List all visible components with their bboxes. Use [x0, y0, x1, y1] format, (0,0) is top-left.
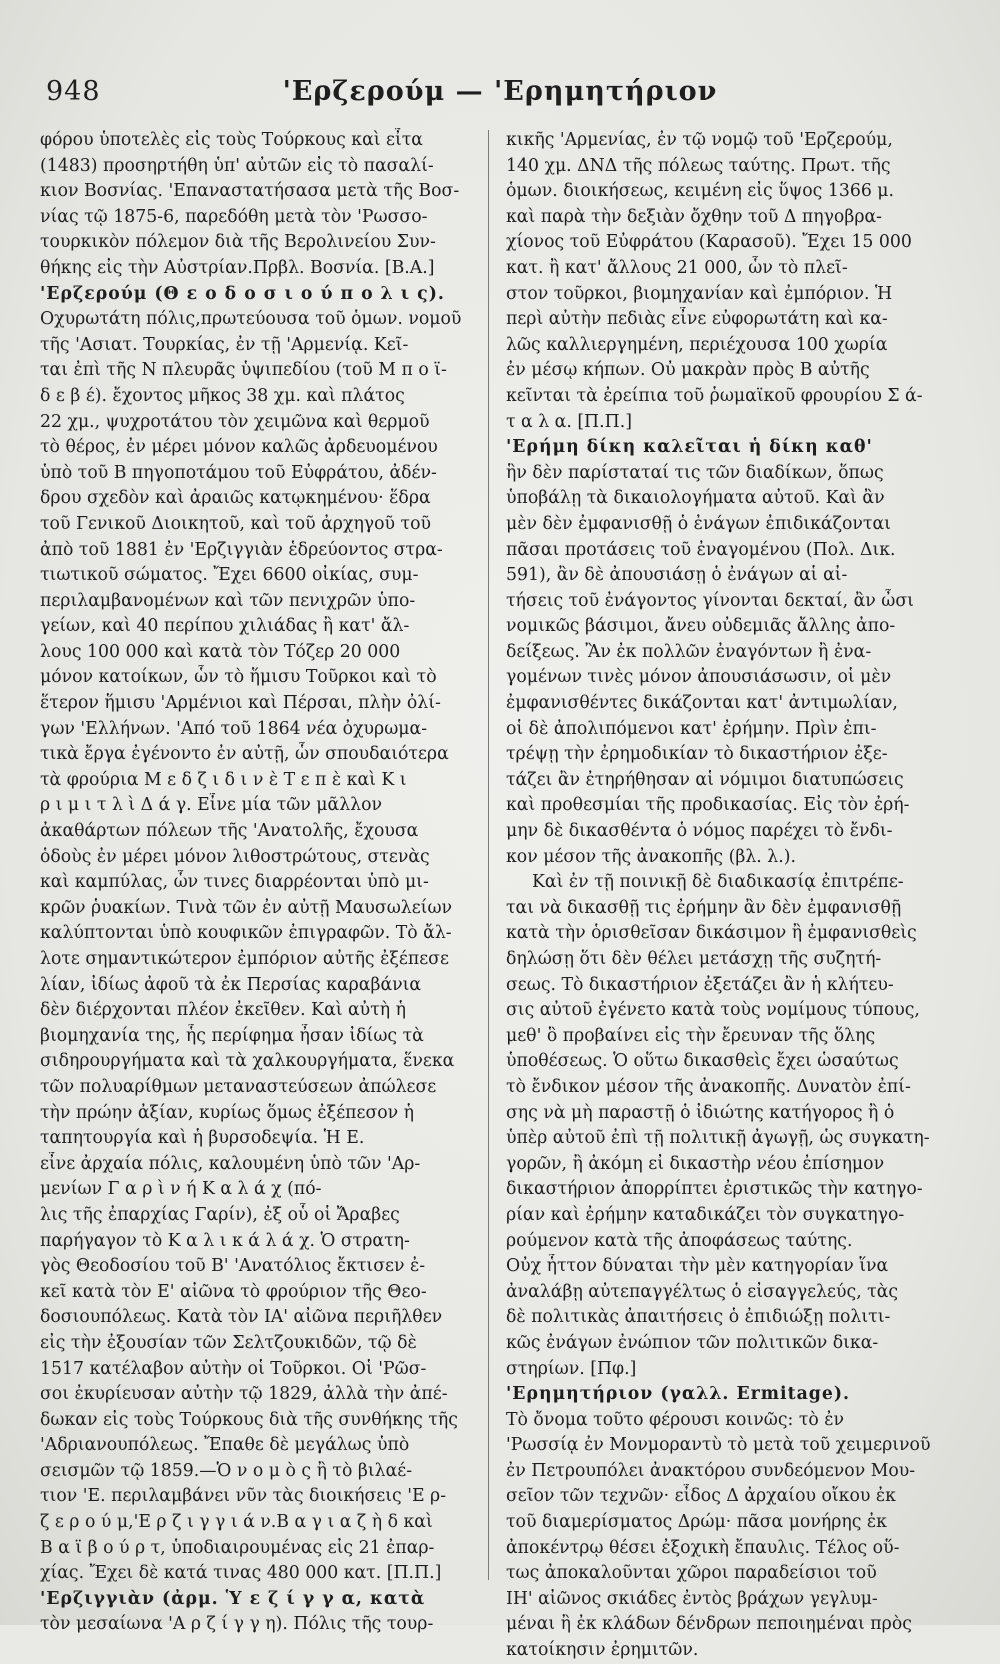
text-line: ἐμφανισθέντες δικάζονται κατ' ἀντιμωλίαν,: [506, 693, 898, 714]
text-line: θήκης εἰς τὴν Αὐστρίαν.Πρβλ. Βοσνία. [Β.Α.]: [40, 257, 435, 278]
page-header: [0, 72, 1000, 112]
text-line: ἐν Πετρουπόλει ἀνακτόρου συνδεόμενον Μου-: [506, 1460, 916, 1481]
text-line: 22 χμ., ψυχροτάτου τὸν χειμῶνα καὶ θερμοῦ: [40, 411, 430, 432]
text-line: 'Ερήμη δίκη καλεῖται ἡ δίκη καθ': [506, 437, 873, 458]
text-line: πᾶσαι προτάσεις τοῦ ἐναγομένου (Πολ. Δικ.: [506, 539, 896, 560]
text-line: τήσεις τοῦ ἐνάγοντος γίνονται δεκταί, ἂν ὦσι: [506, 590, 914, 611]
text-line: τὸ ἔνδικον μέσον τῆς ἀνακοπῆς. Δυνατὸν ἐπί-: [506, 1076, 911, 1097]
text-line: 'Ερζερούμ (Θ ε ο δ ο σ ι ο ύ π ο λ ι ς).: [40, 283, 445, 304]
text-line: δὲν διέρχονται πλέον ἐκεῖθεν. Καὶ αὐτὴ ἡ: [40, 1000, 406, 1021]
column-divider: [488, 130, 489, 1580]
text-line: κεῖνται τὰ ἐρείπια τοῦ ῥωμαϊκοῦ φρουρίου Σ ά-: [506, 385, 923, 406]
text-line: στον τοῦρκοι, βιομηχανίαν καὶ ἐμπόριον. Ἡ: [506, 283, 893, 304]
text-line: ΙΗ' αἰῶνος σκιάδες ἐντὸς βράχων γεγλυμ-: [506, 1588, 878, 1609]
text-line: σης νὰ μὴ παραστῇ ὁ ἰδιώτης κατήγορος ἢ ὁ: [506, 1102, 895, 1123]
text-line: ἀπὸ τοῦ 1881 ἐν 'Ερζιγγιὰν ἑδρεύοντος στρα-: [40, 539, 443, 560]
text-line: βιομηχανία της, ἧς περίφημα ἦσαν ἰδίως τὰ: [40, 1025, 424, 1046]
text-line: ὑποβάλῃ τὰ δικαιολογήματα αὐτοῦ. Καὶ ἂν: [506, 488, 885, 509]
text-line: οἱ δὲ ἀπολιπόμενοι κατ' ἐρήμην. Πρὶν ἐπι-: [506, 718, 877, 739]
text-line: ρίαν καὶ ἐρήμην καταδικάζει τὸν συγκατηγο-: [506, 1204, 905, 1225]
text-line: 'Ρωσσίᾳ ἐν Μονμοραντὺ τὸ μετὰ τοῦ χειμερινοῦ: [506, 1435, 931, 1456]
text-line: ἐν μέσῳ κήπων. Οὐ μακρὰν πρὸς Β αὐτῆς: [506, 360, 870, 381]
text-line: γείων, καὶ 40 περίπου χιλιάδας ἢ κατ' ἄλ-: [40, 616, 410, 637]
text-line: κον μέσον τῆς ἀνακοπῆς (βλ. λ.).: [506, 846, 796, 867]
text-line: μὲν δὲν ἐμφανισθῇ ὁ ἐνάγων ἐπιδικάζονται: [506, 513, 891, 534]
text-line: δὲ πολιτικὰς ἀπαιτήσεις ὁ ἐπιδιώξῃ πολιτι-: [506, 1307, 891, 1328]
text-line: τὸν μεσαίωνα 'Α ρ ζ ί γ γ η). Πόλις τῆς τουρ-: [40, 1614, 434, 1635]
text-line: ὑπὲρ αὐτοῦ ἐπὶ τῇ πολιτικῇ ἀγωγῇ, ὡς συγκατη-: [506, 1128, 930, 1149]
text-line: Καὶ ἐν τῇ ποινικῇ δὲ διαδικασίᾳ ἐπιτρέπε-: [532, 872, 904, 893]
text-line: μεθ' ὃ προβαίνει εἰς τὴν ἔρευναν τῆς ὅλης: [506, 1025, 876, 1046]
text-line: τὰ φρούρια Μ ε δ ζ ι δ ι ν ὲ Τ ε π ὲ καὶ Κ ι: [40, 769, 407, 790]
text-line: ἣν δὲν παρίσταταί τις τῶν διαδίκων, ὅπως: [506, 462, 884, 483]
text-line: περὶ αὐτὴν πεδιὰς εἶνε εὐφορωτάτη καὶ κα-: [506, 309, 888, 330]
text-line: ἀναλάβῃ αὐτεπαγγέλτως ὁ εἰσαγγελεύς, τὰς: [506, 1281, 899, 1302]
text-line: ὁδοὺς ἐν μέρει μόνον λιθοστρώτους, στενὰς: [40, 846, 430, 867]
text-line: ται ἐπὶ τῆς Ν πλευρᾶς ὑψιπεδίου (τοῦ Μ π ο ϊ-: [40, 360, 447, 381]
text-line: ὑποθέσεως. Ὁ οὕτω δικασθεὶς ἔχει ὡσαύτως: [506, 1051, 899, 1072]
text-line: γων 'Ελλήνων. 'Από τοῦ 1864 νέα ὀχυρωμα-: [40, 718, 428, 739]
text-line: μόνον κατοίκων, ὧν τὸ ἥμισυ Τοῦρκοι καὶ τὸ: [40, 667, 437, 688]
running-head: 'Ερζερούμ — 'Ερημητήριον: [282, 76, 718, 107]
text-line: τοῦ Γενικοῦ Διοικητοῦ, καὶ τοῦ ἀρχηγοῦ τοῦ: [40, 513, 431, 534]
text-line: νομικῶς βάσιμοι, ἄνευ οὐδεμιᾶς ἄλλης ἀπο-: [506, 616, 896, 637]
text-line: καὶ προθεσμίαι τῆς προδικασίας. Εἰς τὸν ἐρή-: [506, 795, 910, 816]
right-column: [506, 128, 936, 1664]
text-line: ται νὰ δικασθῇ τις ἐρήμην ἂν δὲν ἐμφανισθῇ: [506, 897, 902, 918]
text-line: εἶνε ἀρχαία πόλις, καλουμένη ὑπὸ τῶν 'Αρ-: [40, 1153, 421, 1174]
page-number: 948: [46, 76, 101, 107]
text-line: φόρου ὑποτελὲς εἰς τοὺς Τούρκους καὶ εἶτα: [40, 130, 423, 150]
text-line: μέναι ἢ ἐκ κλάδων δένδρων πεποιημέναι πρὸς: [506, 1614, 912, 1635]
text-line: Οχυρωτάτη πόλις,πρωτεύουσα τοῦ ὁμων. νομοῦ: [40, 309, 462, 330]
text-line: σεισμῶν τῷ 1859.—Ὁ ν ο μ ὸ ς ἢ τὸ βιλαέ-: [40, 1460, 413, 1481]
text-line: τὴν πρώην ἀξίαν, κυρίως ὅμως ἐξέπεσον ἡ: [40, 1102, 415, 1123]
text-line: δικαστήριον ἀπορρίπτει ἐριστικῶς τὴν κατηγο-: [506, 1179, 923, 1200]
text-line: ὑπὸ τοῦ Β πηγοποτάμου τοῦ Εὐφράτου, ἀδέν-: [40, 462, 437, 483]
text-line: κῶς ἐνάγων ἐνώπιον τῶν πολιτικῶν δικα-: [506, 1332, 879, 1353]
text-line: ἕτερον ἥμισυ 'Αρμένιοι καὶ Πέρσαι, πλὴν ὀλί-: [40, 693, 441, 714]
text-line: δηλώσῃ ὅτι δὲν θέλει μετάσχῃ τῆς συζητή-: [506, 949, 882, 969]
text-line: τρέψῃ τὴν ἐρημοδικίαν τὸ δικαστήριον ἐξε-: [506, 744, 888, 765]
text-line: μην δὲ δικασθέντα ὁ νόμος παρέχει τὸ ἔνδι-: [506, 821, 893, 842]
text-line: παρήγαγον τὸ Κ α λ ι κ ά λ ά χ. Ὁ στρατη-: [40, 1230, 410, 1251]
text-line: δωκαν εἰς τοὺς Τούρκους διὰ τῆς συνθήκης τῆς: [40, 1409, 458, 1430]
text-line: 1517 κατέλαβον αὐτὴν οἱ Τοῦρκοι. Οἱ 'Ρῶσ-: [40, 1358, 427, 1379]
text-line: 140 χμ. ΔΝΔ τῆς πόλεως ταύτης. Πρωτ. τῆς: [506, 155, 891, 176]
text-line: λοτε σημαντικώτερον ἐμπόριον αὐτῆς ἐξέπεσε: [40, 949, 449, 969]
text-line: κατοίκησιν ἐρημιτῶν.: [506, 1640, 699, 1661]
text-line: σοι ἐκυρίευσαν αὐτὴν τῷ 1829, ἀλλὰ τὴν ἀπέ-: [40, 1384, 448, 1405]
text-line: τοῦ διαμερίσματος Δρώμ· πᾶσα μονήρης ἐκ: [506, 1512, 887, 1533]
text-line: ταπητουργία καὶ ἡ βυρσοδεψία. Ἡ Ε.: [40, 1128, 365, 1149]
text-line: Οὐχ ἧττον δύναται τὴν μὲν κατηγορίαν ἵνα: [506, 1256, 889, 1277]
text-line: (1483) προσηρτήθη ὑπ' αὐτῶν εἰς τὸ πασαλί-: [40, 155, 434, 176]
text-line: τῶν πολυαρίθμων μεταναστεύσεων ἀπώλεσε: [40, 1076, 437, 1097]
text-line: λις τῆς ἐπαρχίας Γαρίν), ἐξ οὗ οἱ Ἄραβες: [40, 1204, 400, 1225]
text-line: ὁμων. διοικήσεως, κειμένη εἰς ὕψος 1366 μ.: [506, 181, 895, 202]
text-line: τικὰ ἔργα ἐγένοντο ἐν αὐτῇ, ὧν σπουδαιότερα: [40, 744, 449, 765]
text-line: τῆς 'Ασιατ. Τουρκίας, ἐν τῇ 'Αρμενίᾳ. Κεῖ-: [40, 334, 409, 355]
text-line: ἀποκέντρῳ θέσει ἐξοχικὴ ἔπαυλις. Τέλος οὕ-: [506, 1537, 900, 1558]
text-line: μενίων Γ α ρ ὶ ν ή Κ α λ ά χ (πό-: [40, 1179, 322, 1200]
text-line: σεῖον τῶν τεχνῶν· εἶδος Δ ἀρχαίου οἴκου ἐκ: [506, 1486, 896, 1507]
text-line: ζ ε ρ ο ύ μ,'Ε ρ ζ ι γ γ ι ά ν.Β α γ ι α ζ ὴ δ καὶ: [40, 1512, 433, 1533]
text-line: τουρκικὸν πόλεμον διὰ τῆς Βερολινείου Συν-: [40, 232, 436, 253]
text-line: σις αὐτοῦ ἐγένετο κατὰ τοὺς νομίμους τύπους,: [506, 1000, 920, 1021]
text-line: Τὸ ὄνομα τοῦτο φέρουσι κοινῶς: τὸ ἐν: [506, 1409, 845, 1430]
text-line: στηρίων. [Πφ.]: [506, 1358, 637, 1379]
text-line: 'Ερζιγγιὰν (ἀρμ. Ὑ ε ζ ί γ γ α, κατὰ: [40, 1588, 426, 1609]
text-line: δείξεως. Ἂν ἐκ πολλῶν ἐναγόντων ἢ ἐνα-: [506, 641, 872, 662]
text-line: κεῖ κατὰ τὸν Ε' αἰῶνα τὸ φρούριον τῆς Θεο-: [40, 1281, 427, 1302]
text-line: τ α λ α. [Π.Π.]: [506, 411, 632, 432]
text-line: γορῶν, ἢ ἀκόμη εἰ δικαστὴρ νέου ἐπίσημον: [506, 1153, 885, 1174]
text-line: κικῆς 'Αρμενίας, ἐν τῷ νομῷ τοῦ 'Ερζερούμ,: [506, 130, 893, 150]
text-line: 'Αδριανουπόλεως. Ἔπαθε δὲ μεγάλως ὑπὸ: [40, 1435, 410, 1456]
text-line: χίας. Ἔχει δὲ κατά τινας 480 000 κατ. [Π.Π.]: [40, 1563, 442, 1584]
text-line: περιλαμβανομένων καὶ τῶν πενιχρῶν ὑπο-: [40, 590, 416, 611]
text-line: γὸς Θεοδοσίου τοῦ Β' 'Ανατόλιος ἔκτισεν ἐ-: [40, 1256, 426, 1277]
text-line: καλύπτονται ὑπὸ κουφικῶν ἐπιγραφῶν. Τὸ ἄλ-: [40, 923, 452, 944]
text-line: κατὰ τὴν ὁρισθεῖσαν δικάσιμον ἢ ἐμφανισθεὶς: [506, 923, 917, 944]
text-line: σεως. Τὸ δικαστήριον ἐξετάζει ἂν ἡ κλήτευ-: [506, 974, 894, 995]
text-line: σιδηρουργήματα καὶ τὰ χαλκουργήματα, ἕνεκα: [40, 1051, 455, 1072]
text-line: δρου σχεδὸν καὶ ἀραιῶς κατῳκημένου· ἕδρα: [40, 488, 431, 509]
text-line: νίας τῷ 1875-6, παρεδόθη μετὰ τὸν 'Ρωσσο-: [40, 206, 428, 227]
text-line: λίαν, ἰδίως ἀφοῦ τὰ ἐκ Περσίας καραβάνια: [40, 974, 422, 995]
text-line: 591), ἂν δὲ ἀπουσιάσῃ ὁ ἐνάγων αἱ αἰ-: [506, 565, 848, 586]
text-line: γομένων τινὲς μόνον ἀπουσιάσωσιν, οἱ μὲν: [506, 667, 892, 688]
text-line: χίονος τοῦ Εὐφράτου (Καρασοῦ). Ἔχει 15 000: [506, 232, 912, 253]
text-line: καὶ παρὰ τὴν δεξιὰν ὄχθην τοῦ Δ πηγοβρα-: [506, 206, 882, 227]
text-line: κιον Βοσνίας. 'Επαναστατήσασα μετὰ τῆς Βοσ-: [40, 181, 460, 202]
text-line: Β α ϊ β ο ύ ρ τ, ὑποδιαιρουμένας εἰς 21 ἐπαρ-: [40, 1537, 435, 1558]
left-column: [40, 128, 488, 1638]
text-line: καὶ καμπύλας, ὧν τινες διαρρέονται ὑπὸ μι-: [40, 872, 429, 893]
text-line: εἰς τὴν ἐξουσίαν τῶν Σελτζουκιδῶν, τῷ δὲ: [40, 1332, 417, 1353]
text-line: λῶς καλλιεργημένη, περιέχουσα 100 χωρία: [506, 334, 888, 355]
text-line: κρῶν ῥυακίων. Τινὰ τῶν ἐν αὐτῇ Μαυσωλείων: [40, 897, 453, 918]
text-line: τάζει ἂν ἐτηρήθησαν αἱ νόμιμοι διατυπώσεις: [506, 769, 904, 790]
text-line: λους 100 000 καὶ κατὰ τὸν Τόζερ 20 000: [40, 641, 401, 662]
text-line: δ ε β έ). ἔχοντος μῆκος 38 χμ. καὶ πλάτος: [40, 385, 405, 406]
text-line: κατ. ἢ κατ' ἄλλους 21 000, ὧν τὸ πλεῖ-: [506, 257, 848, 278]
text-line: 'Ερημητήριον (γαλλ. Ermitage).: [506, 1384, 851, 1405]
text-line: δοσιουπόλεως. Κατὰ τὸν ΙΑ' αἰῶνα περιῆλθεν: [40, 1307, 443, 1328]
text-line: τιον 'Ε. περιλαμβάνει νῦν τὰς διοικήσεις 'Ε ρ-: [40, 1486, 447, 1507]
text-line: ἀκαθάρτων πόλεων τῆς 'Ανατολῆς, ἔχουσα: [40, 821, 419, 842]
text-line: τως ἀποκαλοῦνται χῶροι παραδείσιοι τοῦ: [506, 1563, 877, 1584]
text-line: ρ ι μ ι τ λ ὶ Δ ά γ. Εἶνε μία τῶν μᾶλλον: [40, 795, 383, 816]
text-line: ρούμενον κατὰ τῆς ἀποφάσεως ταύτης.: [506, 1230, 853, 1251]
text-line: τιωτικοῦ σώματος. Ἔχει 6600 οἰκίας, συμ-: [40, 565, 419, 586]
text-line: τὸ θέρος, ἐν μέρει μόνον καλῶς ἀρδευομένου: [40, 437, 438, 458]
